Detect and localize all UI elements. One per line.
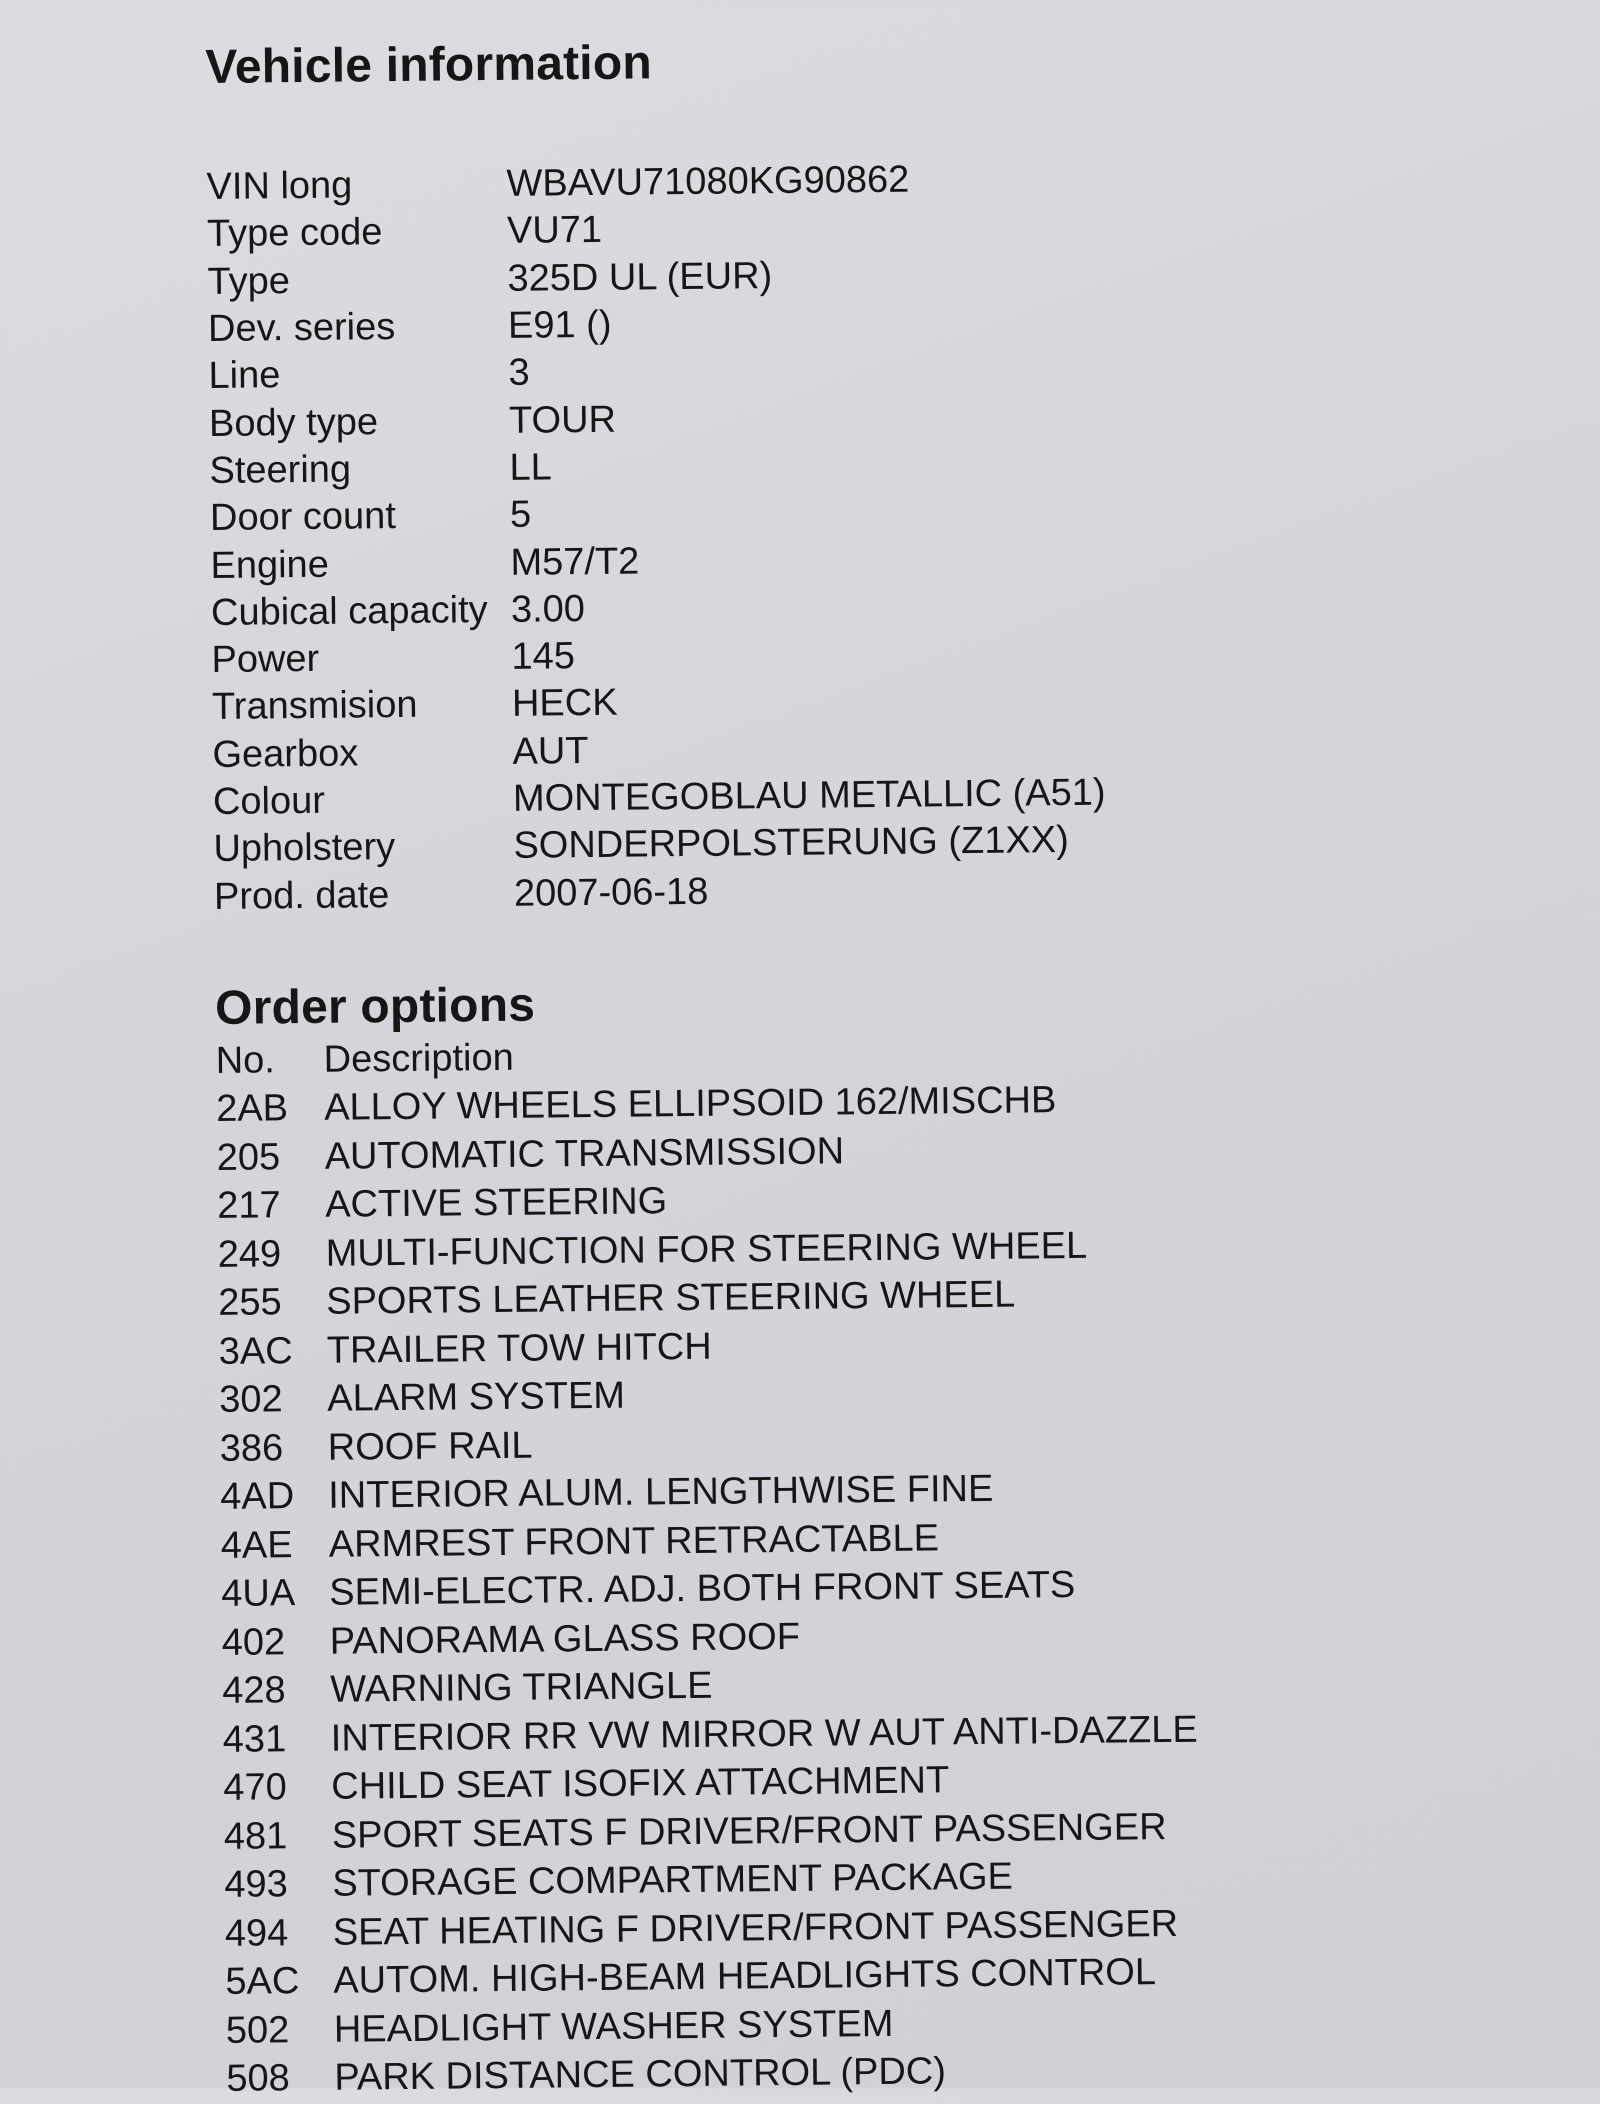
info-label: Upholstery xyxy=(213,826,396,871)
info-label: Body type xyxy=(208,400,379,445)
info-label: Prod. date xyxy=(213,873,390,918)
info-value: WBAVU71080KG90862 xyxy=(506,158,910,205)
info-value: SONDERPOLSTERUNG (Z1XX) xyxy=(513,819,1069,868)
option-code: 217 xyxy=(216,1184,281,1227)
info-label: Gearbox xyxy=(212,732,359,776)
option-description: ACTIVE STEERING xyxy=(324,1180,668,1226)
option-code: 4AE xyxy=(220,1523,293,1567)
option-code: 4AD xyxy=(220,1475,295,1518)
option-code: 508 xyxy=(226,2057,290,2100)
option-description: ALLOY WHEELS ELLIPSOID 162/MISCHB xyxy=(323,1079,1057,1129)
option-code: 494 xyxy=(224,1911,289,1955)
info-value: MONTEGOBLAU METALLIC (A51) xyxy=(512,771,1106,820)
document-page xyxy=(205,26,1527,2103)
option-description: MULTI-FUNCTION FOR STEERING WHEEL xyxy=(325,1224,1088,1275)
option-description: INTERIOR RR VW MIRROR W AUT ANTI-DAZZLE xyxy=(330,1708,1198,1760)
info-label: Power xyxy=(211,637,320,682)
option-description: SPORTS LEATHER STEERING WHEEL xyxy=(326,1273,1016,1323)
option-description: SPORT SEATS F DRIVER/FRONT PASSENGER xyxy=(331,1805,1167,1857)
option-code: 2AB xyxy=(215,1087,289,1130)
option-code: 470 xyxy=(223,1766,287,1809)
info-value: TOUR xyxy=(508,398,617,442)
info-value: HECK xyxy=(511,682,618,726)
option-description: PANORAMA GLASS ROOF xyxy=(329,1615,801,1663)
option-code: 3AC xyxy=(218,1329,293,1373)
info-value: 325D UL (EUR) xyxy=(507,254,773,300)
info-label: VIN long xyxy=(206,164,353,209)
option-code: 302 xyxy=(219,1378,283,1421)
option-description: AUTOMATIC TRANSMISSION xyxy=(324,1129,845,1178)
option-code: 481 xyxy=(223,1814,288,1858)
order-options-table xyxy=(215,1023,1526,2104)
option-code: 493 xyxy=(224,1863,288,1906)
header-no: No. xyxy=(215,1038,276,1082)
option-description: STORAGE COMPARTMENT PACKAGE xyxy=(332,1855,1014,1905)
option-code: 428 xyxy=(222,1669,286,1712)
vehicle-information-title: Vehicle information xyxy=(205,36,653,94)
option-description: INTERIOR ALUM. LENGTHWISE FINE xyxy=(328,1467,994,1517)
option-description: ROOF RAIL xyxy=(327,1424,533,1469)
option-code: 255 xyxy=(218,1281,282,1324)
option-code: 205 xyxy=(216,1135,281,1179)
order-options-title: Order options xyxy=(214,978,536,1035)
info-label: Type code xyxy=(206,211,383,256)
option-code: 402 xyxy=(221,1620,286,1664)
option-description: PARK DISTANCE CONTROL (PDC) xyxy=(334,2050,947,2099)
option-description: ARMREST FRONT RETRACTABLE xyxy=(328,1516,940,1566)
info-label: Transmision xyxy=(211,684,418,729)
option-description: SEAT HEATING F DRIVER/FRONT PASSENGER xyxy=(332,1902,1179,1954)
option-code: 5AC xyxy=(225,1960,300,2003)
info-label: Line xyxy=(208,354,281,398)
info-label: Steering xyxy=(209,448,352,492)
option-code: 386 xyxy=(219,1426,284,1470)
option-code: 249 xyxy=(217,1232,282,1276)
info-value: 5 xyxy=(509,493,532,537)
info-label: Door count xyxy=(209,495,397,540)
option-description: SEMI-ELECTR. ADJ. BOTH FRONT SEATS xyxy=(329,1563,1076,1614)
vehicle-information-table xyxy=(206,150,1514,920)
option-description: ALARM SYSTEM xyxy=(327,1374,626,1420)
info-label: Engine xyxy=(210,543,330,587)
option-code: 4UA xyxy=(221,1572,296,1615)
option-code: 431 xyxy=(222,1717,287,1761)
info-value: 3 xyxy=(508,351,530,395)
option-code: 502 xyxy=(225,2008,290,2052)
option-description: HEADLIGHT WASHER SYSTEM xyxy=(333,2002,894,2051)
info-value: M57/T2 xyxy=(510,539,640,584)
info-value: 3.00 xyxy=(510,587,586,631)
info-value: LL xyxy=(509,446,552,489)
info-label: Type xyxy=(207,259,291,303)
info-label: Dev. series xyxy=(207,306,396,351)
info-value: VU71 xyxy=(506,209,603,253)
info-value: 145 xyxy=(511,635,576,678)
option-description: CHILD SEAT ISOFIX ATTACHMENT xyxy=(331,1759,950,1808)
option-description: AUTOM. HIGH-BEAM HEADLIGHTS CONTROL xyxy=(333,1951,1157,2002)
info-label: Cubical capacity xyxy=(210,588,488,634)
option-description: TRAILER TOW HITCH xyxy=(326,1325,712,1372)
info-value: AUT xyxy=(512,729,589,773)
info-value: 2007-06-18 xyxy=(513,870,709,915)
header-description: Description xyxy=(323,1036,514,1081)
info-label: Colour xyxy=(212,779,326,823)
option-description: WARNING TRIANGLE xyxy=(330,1664,713,1711)
info-value: E91 () xyxy=(507,303,612,347)
